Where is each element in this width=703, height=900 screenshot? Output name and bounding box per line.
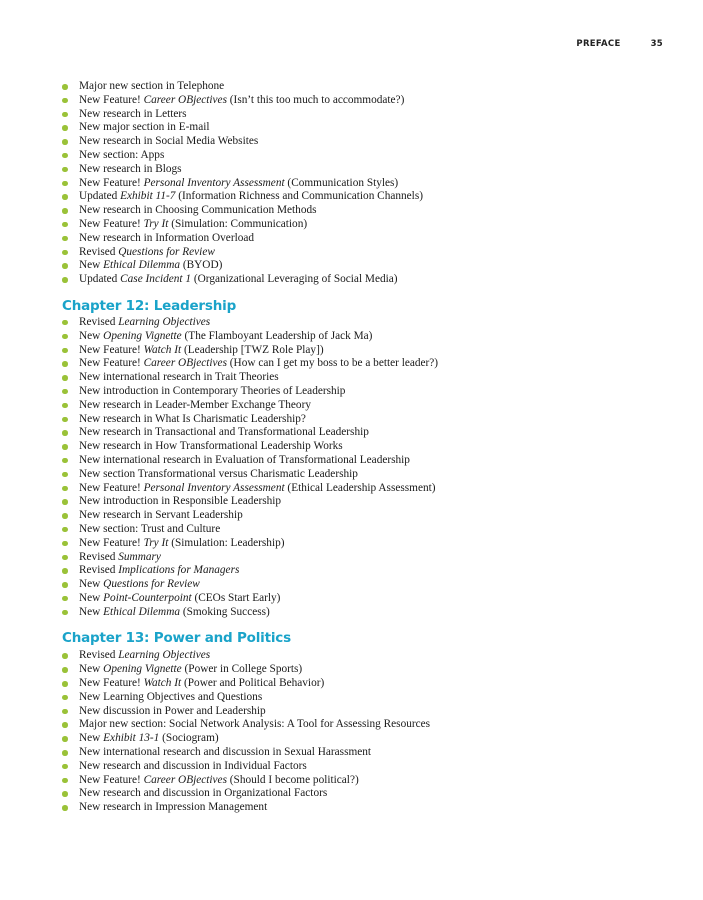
bullet-icon: [62, 653, 68, 659]
bullet-icon: [62, 750, 68, 756]
item-italic: Summary: [118, 550, 161, 563]
bullet-icon: [62, 417, 68, 423]
list-item: [62, 578, 476, 592]
bullet-icon: [62, 375, 68, 381]
item-text: New: [79, 329, 104, 342]
list-item: [62, 468, 476, 482]
bullet-icon: [62, 403, 68, 409]
bullet-icon: [62, 222, 68, 228]
item-suffix: (Leadership [TWZ Role Play]): [181, 343, 324, 356]
list-item: [62, 330, 476, 344]
list-item: [62, 80, 476, 94]
bullet-icon: [62, 486, 68, 492]
item-text: Revised: [79, 649, 119, 662]
item-text: New section: Trust and Culture: [79, 522, 221, 535]
list-item: [62, 787, 476, 801]
item-text: New research in Impression Management: [79, 801, 268, 814]
item-text: New Feature!: [79, 176, 144, 189]
bullet-icon: [62, 709, 68, 715]
list-item: [62, 316, 476, 330]
bullet-icon: [62, 125, 68, 131]
item-italic: Watch It: [143, 677, 182, 690]
bullet-icon: [62, 250, 68, 256]
list-item: [62, 677, 476, 691]
item-italic: Personal Inventory Assessment: [143, 481, 285, 494]
item-italic: Career OBjectives: [143, 93, 227, 106]
item-suffix: (Ethical Leadership Assessment): [284, 481, 436, 494]
bullet-icon: [62, 527, 68, 533]
list-item: [62, 357, 476, 371]
list-item: [62, 385, 476, 399]
bullet-icon: [62, 791, 68, 797]
bullet-icon: [62, 568, 68, 574]
item-text: New international research in Evaluation of Transformational Leadership: [79, 453, 410, 466]
list-item: [62, 551, 476, 565]
item-suffix: (How can I get my boss to be a better leader?): [226, 357, 439, 370]
running-header: [576, 39, 663, 49]
item-italic: Point-Counterpoint: [103, 591, 192, 604]
bullet-icon: [62, 84, 68, 90]
item-italic: Exhibit 13-1: [103, 732, 160, 745]
list-item: [62, 163, 476, 177]
list-item: [62, 732, 476, 746]
list-item: [62, 509, 476, 523]
item-text: New major section in E-mail: [79, 121, 210, 134]
item-text: New research in What Is Charismatic Leadership?: [79, 412, 306, 425]
page-content: [62, 80, 476, 815]
item-text: New Feature!: [79, 481, 144, 494]
item-text: Updated: [79, 190, 121, 203]
item-italic: Try It: [143, 536, 169, 549]
item-text: New Feature!: [79, 773, 144, 786]
item-suffix: (Communication Styles): [284, 176, 399, 189]
item-italic: Learning Objectives: [118, 649, 211, 662]
bullet-icon: [62, 153, 68, 159]
bullet-icon: [62, 541, 68, 547]
item-italic: Exhibit 11-7: [120, 190, 176, 203]
list-item: [62, 399, 476, 413]
list-item: [62, 718, 476, 732]
bullet-icon: [62, 167, 68, 173]
item-text: New Feature!: [79, 217, 144, 230]
bullet-icon: [62, 320, 68, 326]
item-text: New: [79, 663, 104, 676]
item-italic: Opening Vignette: [103, 663, 182, 676]
bullet-icon: [62, 389, 68, 395]
bullet-icon: [62, 334, 68, 340]
item-text: New discussion in Power and Leadership: [79, 704, 266, 717]
item-text: New research in Servant Leadership: [79, 509, 243, 522]
item-text: New: [79, 591, 104, 604]
bullet-icon: [62, 499, 68, 505]
item-text: New: [79, 259, 104, 272]
item-text: New research in Transactional and Transformational Leadership: [79, 426, 369, 439]
bullet-icon: [62, 139, 68, 145]
list-item: [62, 774, 476, 788]
list-item: [62, 371, 476, 385]
bullet-icon: [62, 667, 68, 673]
item-text: New research in Information Overload: [79, 231, 255, 244]
list-item: [62, 649, 476, 663]
item-text: New Learning Objectives and Questions: [79, 690, 263, 703]
bullet-icon: [62, 596, 68, 602]
item-text: New research and discussion in Individual Factors: [79, 759, 307, 772]
item-suffix: (Isn’t this too much to accommodate?): [226, 93, 405, 106]
list-item: [62, 273, 476, 287]
list-item: [62, 413, 476, 427]
list-item: [62, 564, 476, 578]
bullet-icon: [62, 695, 68, 701]
list-item: [62, 454, 476, 468]
list-item: [62, 135, 476, 149]
item-italic: Questions for Review: [118, 245, 215, 258]
list-item: [62, 149, 476, 163]
chapter-13-heading: Chapter 13: Power and Politics: [62, 630, 291, 647]
item-text: Major new section: Social Network Analysis: A Tool for Assessing Resources: [79, 718, 431, 731]
item-suffix: (Simulation: Leadership): [168, 536, 285, 549]
bullet-icon: [62, 348, 68, 354]
bullet-icon: [62, 277, 68, 283]
item-italic: Career OBjectives: [143, 773, 227, 786]
list-item: [62, 440, 476, 454]
chapter-12-list: [62, 316, 476, 620]
item-text: New Feature!: [79, 536, 144, 549]
list-item: [62, 121, 476, 135]
bullet-icon: [62, 430, 68, 436]
continued-list: [62, 80, 476, 287]
item-suffix: (CEOs Start Early): [191, 591, 281, 604]
item-text: New international research and discussion in Sexual Harassment: [79, 746, 372, 759]
item-italic: Case Incident 1: [120, 273, 192, 286]
item-text: New Feature!: [79, 93, 144, 106]
list-item: [62, 663, 476, 677]
bullet-icon: [62, 194, 68, 200]
item-text: New section: Apps: [79, 148, 165, 161]
item-text: Revised: [79, 245, 119, 258]
bullet-icon: [62, 181, 68, 187]
bullet-icon: [62, 513, 68, 519]
item-text: Updated: [79, 273, 121, 286]
list-item: [62, 259, 476, 273]
list-item: [62, 746, 476, 760]
item-suffix: (Smoking Success): [180, 605, 270, 618]
item-text: New research in Letters: [79, 107, 187, 120]
item-text: New Feature!: [79, 357, 144, 370]
item-text: New section Transformational versus Charismatic Leadership: [79, 467, 358, 480]
item-text: New research in Choosing Communication Methods: [79, 204, 317, 217]
bullet-icon: [62, 472, 68, 478]
item-text: New international research in Trait Theories: [79, 371, 279, 384]
list-item: [62, 760, 476, 774]
bullet-icon: [62, 208, 68, 214]
item-text: New research in How Transformational Leadership Works: [79, 440, 343, 453]
item-italic: Try It: [143, 217, 169, 230]
bullet-icon: [62, 236, 68, 242]
item-text: New: [79, 732, 104, 745]
list-item: [62, 482, 476, 496]
item-italic: Watch It: [143, 343, 182, 356]
item-italic: Opening Vignette: [103, 329, 182, 342]
item-text: New research and discussion in Organizational Factors: [79, 787, 328, 800]
item-suffix: (Information Richness and Communication Channels): [175, 190, 423, 203]
item-italic: Career OBjectives: [143, 357, 227, 370]
item-text: New Feature!: [79, 343, 144, 356]
bullet-icon: [62, 610, 68, 616]
item-text: New: [79, 605, 104, 618]
item-suffix: (Should I become political?): [226, 773, 359, 786]
item-suffix: (BYOD): [180, 259, 223, 272]
bullet-icon: [62, 736, 68, 742]
bullet-icon: [62, 805, 68, 811]
list-item: [62, 204, 476, 218]
list-item: [62, 94, 476, 108]
list-item: [62, 606, 476, 620]
chapter-12-heading: Chapter 12: Leadership: [62, 297, 237, 314]
list-item: [62, 344, 476, 358]
item-italic: Ethical Dilemma: [103, 605, 181, 618]
bullet-icon: [62, 112, 68, 118]
item-text: New: [79, 578, 104, 591]
item-text: New research in Blogs: [79, 162, 182, 175]
item-italic: Personal Inventory Assessment: [143, 176, 285, 189]
list-item: [62, 592, 476, 606]
bullet-icon: [62, 98, 68, 104]
list-item: [62, 801, 476, 815]
list-item: [62, 190, 476, 204]
bullet-icon: [62, 582, 68, 588]
chapter-13-list: [62, 649, 476, 815]
list-item: [62, 108, 476, 122]
item-text: Major new section in Telephone: [79, 80, 225, 92]
item-suffix: (Organizational Leveraging of Social Media): [191, 273, 398, 286]
item-text: New introduction in Contemporary Theories of Leadership: [79, 384, 346, 397]
list-item: [62, 232, 476, 246]
item-italic: Learning Objectives: [118, 315, 211, 328]
list-item: [62, 523, 476, 537]
list-item: [62, 218, 476, 232]
list-item: [62, 705, 476, 719]
item-text: New research in Leader-Member Exchange Theory: [79, 398, 311, 411]
item-italic: Questions for Review: [103, 578, 200, 591]
list-item: [62, 177, 476, 191]
bullet-icon: [62, 722, 68, 728]
item-suffix: (The Flamboyant Leadership of Jack Ma): [181, 329, 373, 342]
item-suffix: (Power in College Sports): [181, 663, 303, 676]
list-item: [62, 426, 476, 440]
list-item: [62, 691, 476, 705]
bullet-icon: [62, 444, 68, 450]
bullet-icon: [62, 778, 68, 784]
bullet-icon: [62, 681, 68, 687]
list-item: [62, 495, 476, 509]
item-suffix: (Power and Political Behavior): [181, 677, 325, 690]
item-text: New research in Social Media Websites: [79, 135, 259, 148]
list-item: [62, 537, 476, 551]
item-italic: Implications for Managers: [118, 564, 240, 577]
item-italic: Ethical Dilemma: [103, 259, 181, 272]
bullet-icon: [62, 458, 68, 464]
page-number: 35: [650, 39, 663, 49]
bullet-icon: [62, 764, 68, 770]
bullet-icon: [62, 263, 68, 269]
item-suffix: (Simulation: Communication): [168, 217, 308, 230]
item-text: New Feature!: [79, 677, 144, 690]
item-text: Revised: [79, 550, 119, 563]
bullet-icon: [62, 555, 68, 561]
item-suffix: (Sociogram): [159, 732, 219, 745]
section-label: PREFACE: [576, 39, 621, 49]
item-text: New introduction in Responsible Leadership: [79, 495, 282, 508]
item-text: Revised: [79, 315, 119, 328]
item-text: Revised: [79, 564, 119, 577]
list-item: [62, 246, 476, 260]
bullet-icon: [62, 361, 68, 367]
